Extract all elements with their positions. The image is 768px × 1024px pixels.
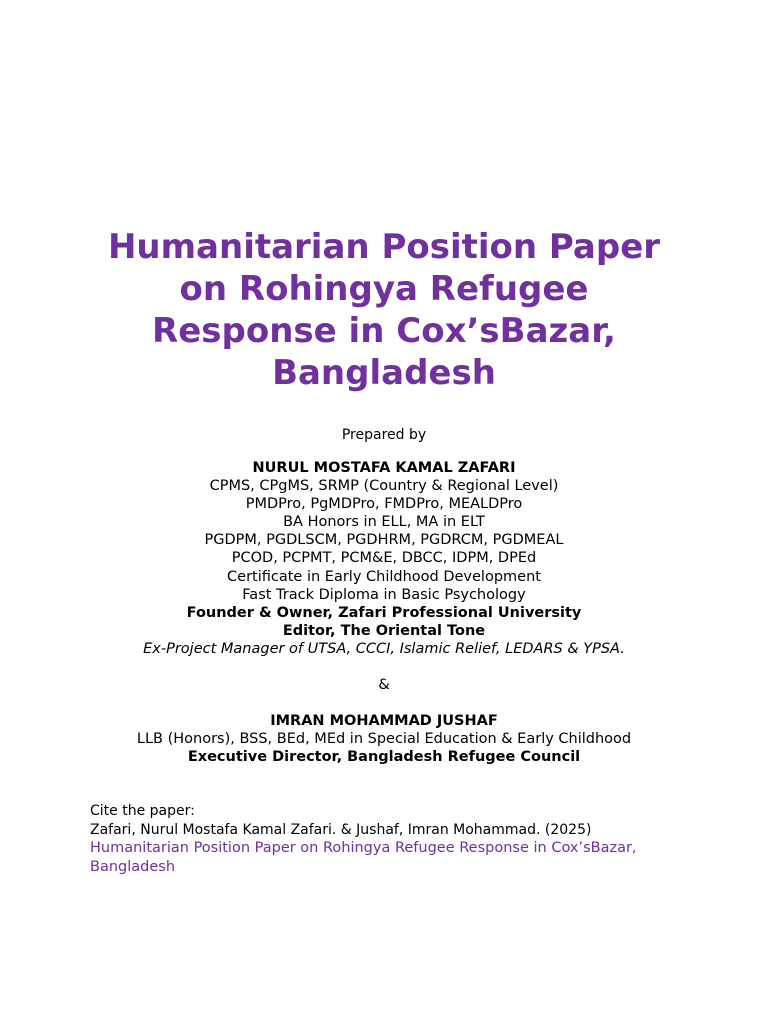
authors-block [0,459,768,766]
ampersand: & [378,677,390,694]
paper-title [80,226,688,394]
spacer [0,658,768,676]
title-line-4: Bangladesh [272,353,496,393]
author2-role: Executive Director, Bangladesh Refugee Council [187,749,581,766]
author2-credentials: LLB (Honors), BSS, BEd, MEd in Special Education & Early Childhood [136,731,632,748]
citation-authors: Zafari, Nurul Mostafa Kamal Zafari. & Jushaf, Imran Mohammad. (2025) [90,821,592,838]
author1-credential: CPMS, CPgMS, SRMP (Country & Regional Level) [209,478,559,495]
author1-credential: Certificate in Early Childhood Development [227,568,541,585]
title-line-3: Response in Cox’sBazar, [152,311,616,351]
prepared-by-label: Prepared by [341,427,427,443]
author1-credential: PMDPro, PgMDPro, FMDPro, MEALDPro [245,496,523,513]
title-line-2: on Rohingya Refugee [179,269,589,309]
author1-role: Founder & Owner, Zafari Professional University [186,604,582,621]
author1-ex-role: Ex-Project Manager of UTSA, CCCI, Islamic Relief, LEDARS & YPSA. [143,640,625,657]
author1-role: Editor, The Oriental Tone [282,622,486,639]
spacer [0,694,768,712]
author2-name: IMRAN MOHAMMAD JUSHAF [270,713,498,730]
citation-link-continued[interactable]: Bangladesh [90,858,176,875]
citation-block [90,802,690,876]
citation-link[interactable]: Humanitarian Position Paper on Rohingya Refugee Response in Cox’sBazar, [90,840,637,856]
author1-name: NURUL MOSTAFA KAMAL ZAFARI [252,460,516,476]
title-line-1: Humanitarian Position Paper [107,227,661,267]
author1-credential: PCOD, PCPMT, PCM&E, DBCC, IDPM, DPEd [231,550,537,567]
citation-heading: Cite the paper: [90,803,195,819]
author1-credential: PGDPM, PGDLSCM, PGDHRM, PGDRCM, PGDMEAL [204,532,564,549]
author1-credential: BA Honors in ELL, MA in ELT [283,514,485,531]
author1-credential: Fast Track Diploma in Basic Psychology [242,586,526,603]
